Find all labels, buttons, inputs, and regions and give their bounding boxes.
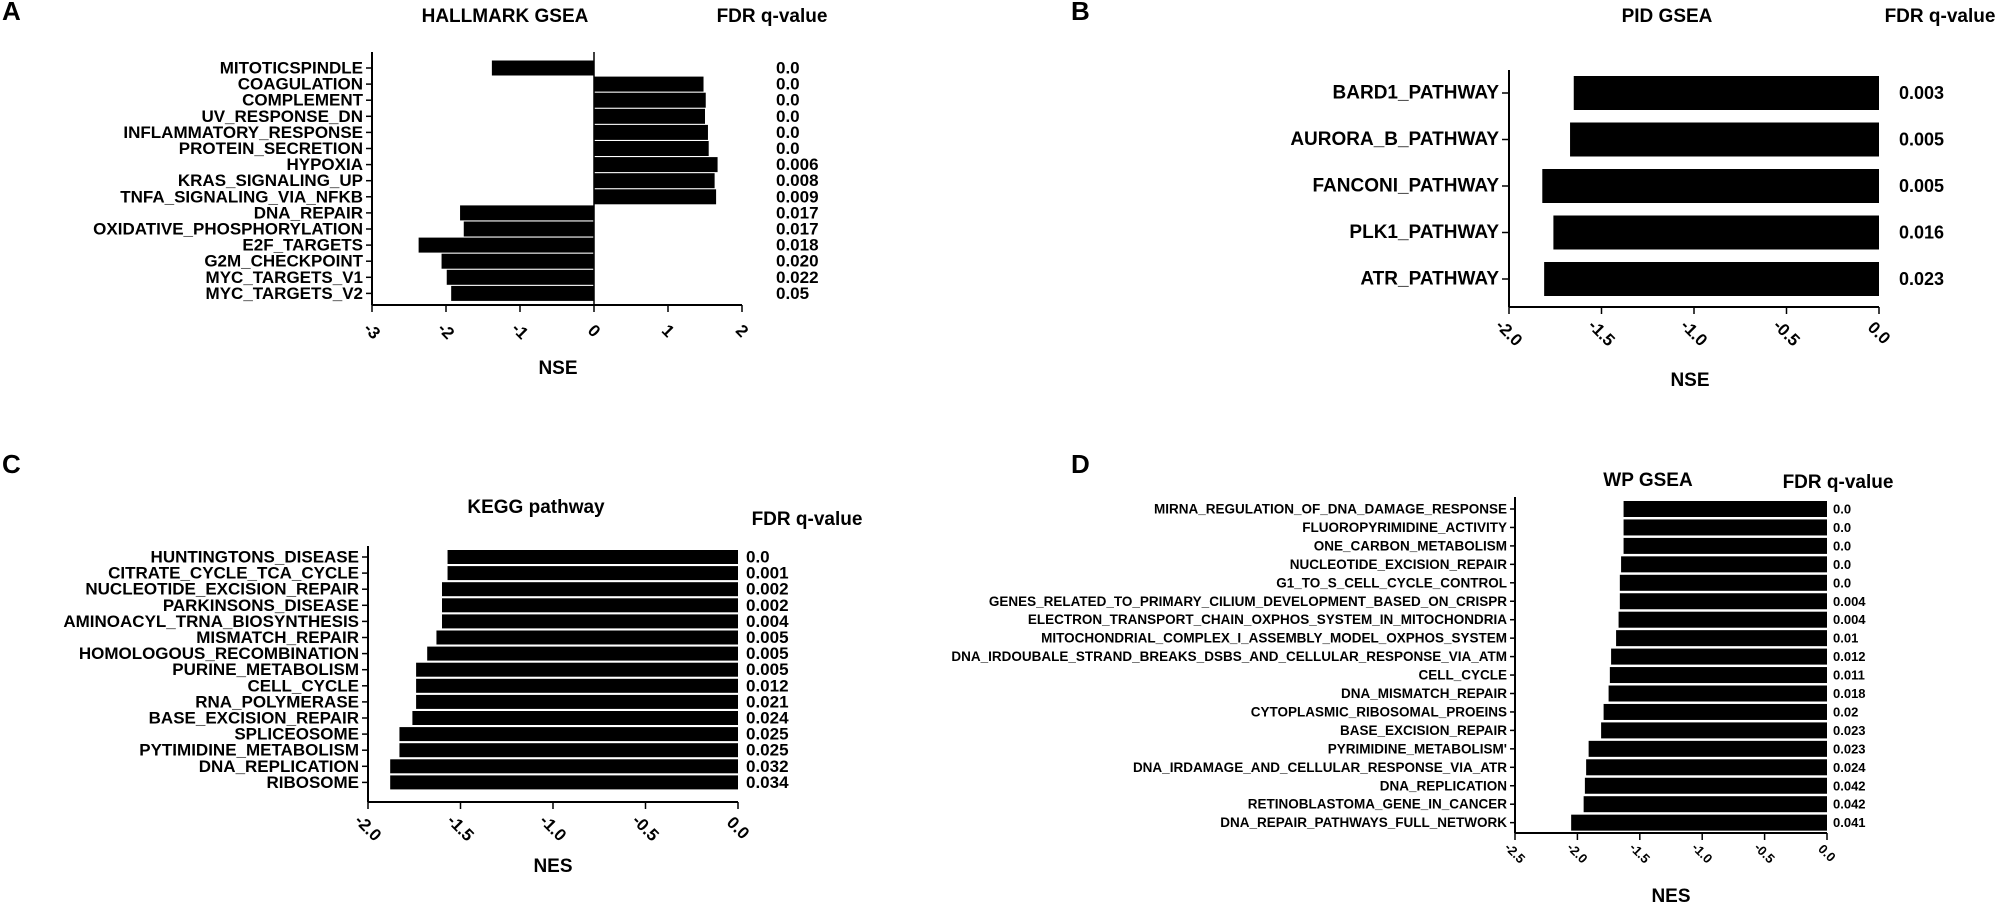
fdr-value: 0.006 [776, 155, 819, 175]
category-label: DNA_IRDOUBALE_STRAND_BREAKS_DSBS_AND_CELLULAR_RESPONSE_VIA_ATM [951, 649, 1507, 665]
category-label: RIBOSOME [266, 772, 359, 792]
category-label: HYPOXIA [286, 155, 363, 175]
bar [1619, 612, 1827, 628]
fdr-value: 0.041 [1833, 815, 1866, 831]
category-label: PYRIMIDINE_METABOLISM' [1327, 741, 1507, 757]
panel-label: A [2, 0, 21, 26]
fdr-value: 0.001 [746, 563, 789, 583]
x-axis-label: NSE [538, 358, 578, 379]
fdr-value: 0.032 [746, 756, 789, 776]
bar [1585, 778, 1827, 794]
bar [1624, 501, 1827, 517]
fdr-value: 0.005 [746, 628, 789, 647]
x-tick-label: -1.5 [1626, 839, 1654, 867]
category-label: DNA_IRDAMAGE_AND_CELLULAR_RESPONSE_VIA_ATR [1132, 759, 1507, 775]
bar [1609, 686, 1827, 702]
fdr-value: 0.005 [746, 660, 789, 680]
panel-label: C [2, 449, 21, 479]
x-tick-label: 1 [657, 320, 679, 342]
bar [419, 238, 594, 253]
bar [1553, 216, 1879, 250]
fdr-value: 0.004 [1833, 612, 1866, 628]
bar [448, 566, 738, 580]
bar [451, 286, 594, 301]
fdr-value: 0.01 [1833, 630, 1859, 646]
category-label: AMINOACYL_TRNA_BIOSYNTHESIS [63, 611, 359, 631]
fdr-value: 0.023 [1833, 741, 1866, 757]
fdr-value: 0.004 [746, 611, 789, 631]
category-label: BARD1_PATHWAY [1332, 82, 1499, 104]
bar [1542, 169, 1879, 203]
category-label: COAGULATION [237, 74, 363, 94]
category-label: PROTEIN_SECRETION [178, 139, 363, 158]
x-tick-label: -1 [507, 318, 533, 344]
category-label: G2M_CHECKPOINT [204, 251, 363, 271]
bar [1586, 759, 1827, 775]
fdr-value: 0.0 [776, 106, 800, 126]
bar [1610, 667, 1827, 683]
category-label: MYC_TARGETS_V2 [205, 283, 363, 303]
panel-label: D [1071, 449, 1090, 479]
category-label: DNA_REPAIR [253, 203, 363, 223]
fdr-value: 0.002 [746, 579, 789, 599]
bar [1574, 76, 1879, 110]
bar [447, 270, 594, 285]
bar [416, 679, 738, 693]
bar [1624, 538, 1827, 554]
category-label: FANCONI_PATHWAY [1312, 175, 1499, 197]
bar [1584, 796, 1827, 812]
category-label: ATR_PATHWAY [1360, 268, 1499, 290]
x-tick-label: 0.0 [722, 812, 754, 844]
fdr-value: 0.003 [1899, 83, 1945, 103]
x-tick-label: -2.0 [1491, 315, 1527, 351]
category-label: CITRATE_CYCLE_TCA_CYCLE [108, 563, 359, 583]
fdr-value: 0.042 [1833, 796, 1866, 812]
fdr-header: FDR q-value [1782, 472, 1894, 493]
bar [1616, 630, 1827, 646]
x-axis-label: NSE [1670, 370, 1710, 391]
fdr-value: 0.034 [746, 772, 789, 792]
bar [594, 157, 718, 172]
x-tick-label: 0 [583, 320, 605, 342]
category-label: CELL_CYCLE [247, 676, 359, 696]
category-label: DNA_REPLICATION [198, 756, 359, 776]
category-label: RETINOBLASTOMA_GENE_IN_CANCER [1247, 796, 1507, 812]
fdr-value: 0.0 [1833, 556, 1852, 572]
category-label: DNA_REPLICATION [1379, 778, 1507, 794]
category-label: PURINE_METABOLISM [172, 660, 359, 680]
x-axis-label: NES [533, 856, 573, 877]
fdr-value: 0.025 [746, 740, 789, 760]
x-tick-label: -1.0 [1676, 315, 1712, 351]
category-label: MIRNA_REGULATION_OF_DNA_DAMAGE_RESPONSE [1153, 501, 1507, 517]
bar [1621, 556, 1827, 572]
fdr-value: 0.005 [1899, 129, 1945, 150]
bar [1620, 575, 1827, 591]
fdr-value: 0.0 [1833, 501, 1852, 517]
category-label: ELECTRON_TRANSPORT_CHAIN_OXPHOS_SYSTEM_IN_MITOCHONDRIA [1027, 612, 1507, 628]
x-tick-label: -2.0 [350, 810, 386, 846]
fdr-value: 0.021 [746, 692, 789, 712]
fdr-value: 0.023 [1833, 722, 1866, 738]
category-label: UV_RESPONSE_DN [201, 106, 363, 126]
bar [442, 598, 738, 612]
category-label: MISMATCH_REPAIR [196, 628, 359, 647]
chart-title: PID GSEA [1621, 6, 1713, 27]
category-label: BASE_EXCISION_REPAIR [148, 708, 359, 728]
category-label: NUCLEOTIDE_EXCISION_REPAIR [85, 579, 359, 599]
bar [1589, 741, 1827, 757]
x-tick-label: -1.5 [1584, 315, 1619, 351]
bar [594, 189, 716, 204]
fdr-value: 0.0 [776, 74, 800, 94]
x-tick-label: 0.0 [1863, 317, 1895, 349]
bar [442, 614, 738, 628]
bar [594, 77, 704, 92]
bar [594, 109, 705, 124]
x-axis-label: NES [1651, 886, 1691, 904]
bar [492, 61, 594, 76]
fdr-value: 0.018 [776, 235, 819, 255]
category-label: SPLICEOSOME [234, 724, 359, 744]
category-label: HUNTINGTONS_DISEASE [150, 547, 359, 567]
chart-title: KEGG pathway [467, 497, 605, 518]
chart-panel-d [951, 449, 1893, 904]
fdr-value: 0.024 [746, 708, 789, 728]
fdr-value: 0.025 [746, 724, 789, 744]
fdr-value: 0.0 [776, 139, 800, 158]
x-tick-label: 2 [731, 320, 753, 342]
x-tick-label: 0.0 [1815, 841, 1839, 865]
fdr-value: 0.017 [776, 219, 819, 239]
chart-title: WP GSEA [1603, 470, 1693, 491]
category-label: PYTIMIDINE_METABOLISM [139, 740, 359, 760]
x-tick-label: -1.5 [443, 810, 478, 846]
category-label: GENES_RELATED_TO_PRIMARY_CILIUM_DEVELOPMENT_BASED_ON_CRISPR [988, 593, 1507, 609]
chart-panel-a [2, 0, 827, 379]
x-tick-label: -1.0 [535, 810, 571, 846]
chart-title: HALLMARK GSEA [421, 6, 589, 27]
fdr-value: 0.0 [776, 90, 800, 110]
chart-panel-c [2, 449, 862, 877]
bar [1601, 722, 1827, 738]
category-label: MITOCHONDRIAL_COMPLEX_I_ASSEMBLY_MODEL_OXPHOS_SYSTEM [1041, 630, 1507, 646]
fdr-value: 0.042 [1833, 778, 1866, 794]
category-label: KRAS_SIGNALING_UP [177, 171, 363, 191]
x-tick-label: -2.5 [1501, 839, 1529, 867]
category-label: BASE_EXCISION_REPAIR [1339, 722, 1507, 738]
fdr-value: 0.017 [776, 203, 819, 223]
x-tick-label: -3 [359, 318, 385, 344]
bar [399, 727, 738, 741]
fdr-value: 0.011 [1833, 667, 1865, 683]
fdr-value: 0.002 [746, 595, 789, 615]
category-label: FLUOROPYRIMIDINE_ACTIVITY [1302, 519, 1507, 535]
bar [1570, 123, 1879, 157]
bar [412, 711, 738, 725]
bar [1620, 593, 1827, 609]
category-label: PARKINSONS_DISEASE [162, 595, 359, 615]
bar [1544, 262, 1879, 296]
category-label: ONE_CARBON_METABOLISM [1313, 538, 1507, 554]
fdr-value: 0.0 [1833, 575, 1852, 591]
x-tick-label: -0.5 [628, 810, 663, 846]
fdr-value: 0.005 [1899, 176, 1945, 196]
x-tick-label: -1.0 [1688, 839, 1716, 867]
fdr-value: 0.0 [776, 122, 800, 142]
x-tick-label: -0.5 [1769, 315, 1804, 351]
fdr-value: 0.0 [1833, 519, 1852, 535]
category-label: G1_TO_S_CELL_CYCLE_CONTROL [1276, 575, 1507, 591]
category-label: PLK1_PATHWAY [1349, 222, 1499, 243]
fdr-value: 0.022 [776, 267, 819, 287]
category-label: CYTOPLASMIC_RIBOSOMAL_PROEINS [1250, 704, 1507, 720]
fdr-value: 0.020 [776, 251, 819, 271]
bar [416, 663, 738, 677]
fdr-value: 0.0 [1833, 538, 1852, 554]
panel-label: B [1071, 0, 1090, 26]
bar [1571, 815, 1827, 831]
bar [390, 775, 738, 789]
category-label: RNA_POLYMERASE [195, 692, 359, 712]
bar [1611, 649, 1827, 665]
fdr-value: 0.0 [776, 58, 800, 78]
category-label: E2F_TARGETS [242, 235, 363, 255]
category-label: MITOTICSPINDLE [219, 58, 363, 78]
category-label: HOMOLOGOUS_RECOMBINATION [78, 644, 359, 664]
fdr-header: FDR q-value [751, 509, 863, 530]
category-label: COMPLEMENT [242, 90, 363, 110]
bar [464, 222, 594, 237]
category-label: CELL_CYCLE [1418, 667, 1507, 683]
bar [448, 550, 738, 564]
category-label: TNFA_SIGNALING_VIA_NFKB [120, 187, 363, 207]
bar [594, 125, 708, 140]
x-tick-label: -0.5 [1751, 839, 1778, 867]
bar [460, 205, 594, 220]
fdr-value: 0.005 [746, 644, 789, 664]
x-tick-label: -2.0 [1564, 839, 1591, 867]
fdr-value: 0.02 [1833, 704, 1859, 720]
category-label: DNA_REPAIR_PATHWAYS_FULL_NETWORK [1220, 815, 1507, 831]
bar [1604, 704, 1827, 720]
fdr-value: 0.024 [1833, 759, 1866, 775]
bar [390, 759, 738, 773]
category-label: NUCLEOTIDE_EXCISION_REPAIR [1289, 556, 1507, 572]
bar [442, 582, 738, 596]
fdr-value: 0.018 [1833, 686, 1866, 701]
category-label: AURORA_B_PATHWAY [1290, 129, 1499, 150]
x-tick-label: -2 [433, 318, 459, 344]
bar [594, 93, 706, 108]
bar [442, 254, 594, 269]
chart-panel-b [1071, 0, 1995, 391]
category-label: OXIDATIVE_PHOSPHORYLATION [93, 219, 363, 239]
fdr-value: 0.004 [1833, 593, 1866, 609]
fdr-value: 0.0 [746, 547, 770, 567]
category-label: MYC_TARGETS_V1 [205, 267, 363, 287]
bar [427, 647, 738, 661]
fdr-value: 0.008 [776, 171, 819, 191]
fdr-header: FDR q-value [716, 6, 828, 27]
fdr-header: FDR q-value [1884, 6, 1996, 27]
bar [436, 631, 738, 645]
fdr-value: 0.012 [746, 676, 789, 696]
fdr-value: 0.016 [1899, 222, 1945, 243]
category-label: DNA_MISMATCH_REPAIR [1340, 686, 1507, 701]
fdr-value: 0.012 [1833, 649, 1866, 665]
category-label: INFLAMMATORY_RESPONSE [123, 122, 363, 142]
bar [1624, 519, 1827, 535]
fdr-value: 0.009 [776, 187, 819, 207]
bar [594, 173, 715, 188]
bar [594, 141, 709, 156]
bar [399, 743, 738, 757]
bar [416, 695, 738, 709]
fdr-value: 0.05 [776, 283, 810, 303]
fdr-value: 0.023 [1899, 269, 1945, 289]
